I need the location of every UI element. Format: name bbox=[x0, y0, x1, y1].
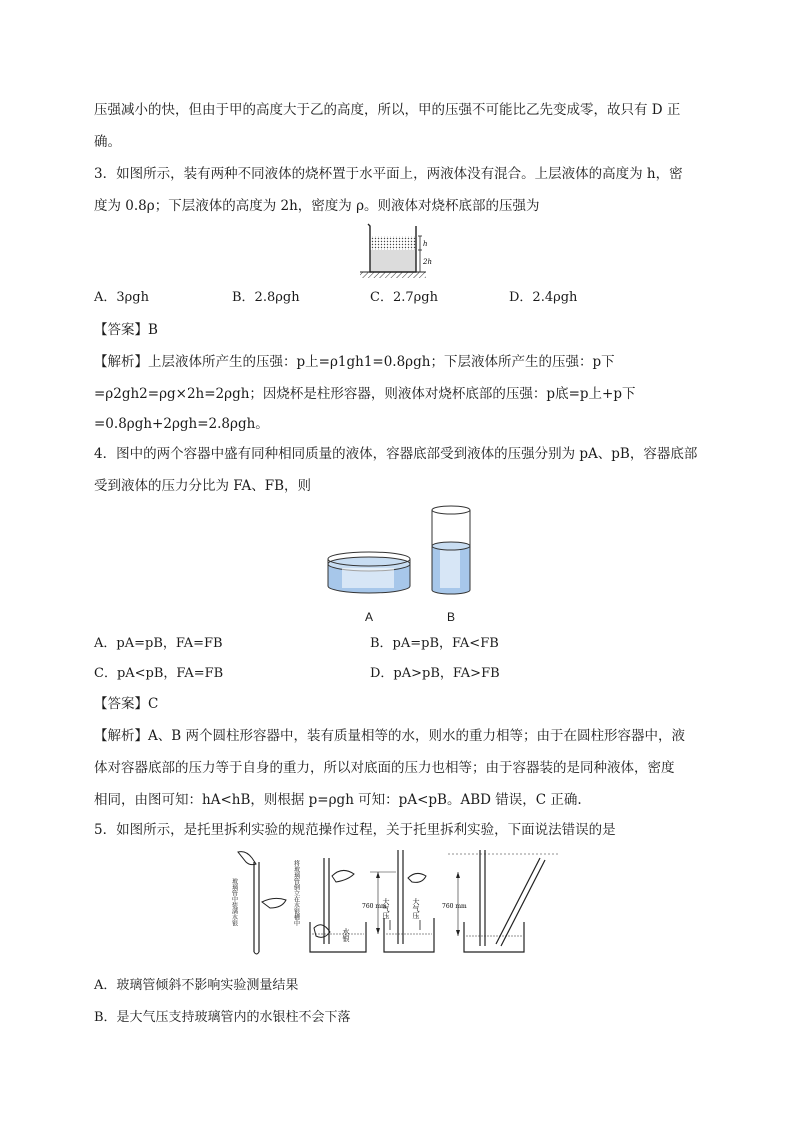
caption-invert: 将玻璃管倒立在水银槽中 bbox=[292, 860, 300, 926]
question-5-stem: 5．如图所示，是托里拆利实验的规范操作过程，关于托里拆利实验，下面说法错误的是 bbox=[94, 822, 616, 838]
explanation-line: =0.8ρgh+2ρgh=2.8ρgh。 bbox=[94, 416, 269, 432]
explanation-line: 相同，由图可知：hA<hB，则根据 p=ρgh 可知：pA<pB。ABD 错误，C 正确. bbox=[94, 792, 582, 808]
explanation-line: 体对容器底部的压力等于自身的重力，所以对底面的压力也相等；由于容器装的是同种液体，密度 bbox=[94, 760, 675, 776]
containers-figure bbox=[322, 502, 482, 598]
question-3-stem: 度为 0.8ρ；下层液体的高度为 2h，密度为 ρ。则液体对烧杯底部的压强为 bbox=[94, 198, 540, 214]
text-line: 确。 bbox=[94, 134, 121, 150]
caption-fill-tube: 玻璃管中装满水银 bbox=[230, 878, 238, 926]
answer-label: 【答案】B bbox=[94, 322, 158, 338]
option-b[interactable]: B．是大气压支持玻璃管内的水银柱不会下落 bbox=[94, 1010, 351, 1025]
height-label-2h: 2h bbox=[423, 258, 432, 266]
label-atmospheric-pressure: 大气压 bbox=[382, 898, 390, 919]
option-a[interactable]: A．3ρgh bbox=[94, 290, 149, 305]
height-label-h: h bbox=[423, 240, 428, 248]
container-label-a: A bbox=[365, 610, 374, 624]
label-760mm: 760 mm bbox=[362, 903, 387, 910]
option-b[interactable]: B．pA=pB，FA<FB bbox=[370, 636, 499, 651]
container-label-b: B bbox=[447, 610, 456, 624]
explanation-line: =ρ2gh2=ρg×2h=2ρgh；因烧杯是柱形容器，则液体对烧杯底部的压强：p底=p上+p下 bbox=[94, 386, 636, 402]
question-3-stem: 3．如图所示，装有两种不同液体的烧杯置于水平面上，两液体没有混合。上层液体的高度为 h，密 bbox=[94, 166, 683, 182]
label-mercury: 水银 bbox=[342, 928, 350, 942]
option-d[interactable]: D．pA>pB，FA>FB bbox=[370, 666, 500, 681]
label-atmospheric-pressure: 大气压 bbox=[412, 898, 420, 919]
question-4-stem: 受到液体的压力分比为 FA、FB，则 bbox=[94, 478, 312, 494]
explanation-line: 【解析】上层液体所产生的压强：p上=ρ1gh1=0.8ρgh；下层液体所产生的压强：p下 bbox=[94, 354, 615, 370]
torricelli-figure bbox=[228, 848, 560, 962]
option-a[interactable]: A．pA=pB，FA=FB bbox=[94, 636, 223, 651]
explanation-line: 【解析】A、B 两个圆柱形容器中，装有质量相等的水，则水的重力相等；由于在圆柱形容器中，液 bbox=[94, 728, 685, 744]
option-d[interactable]: D．2.4ρgh bbox=[509, 290, 578, 305]
label-760mm: 760 mm bbox=[442, 903, 467, 910]
option-a[interactable]: A．玻璃管倾斜不影响实验测量结果 bbox=[94, 978, 299, 993]
beaker-figure bbox=[356, 222, 440, 280]
option-c[interactable]: C．pA<pB，FA=FB bbox=[94, 666, 224, 681]
text-line: 压强减小的快，但由于甲的高度大于乙的高度，所以，甲的压强不可能比乙先变成零，故只有 D 正 bbox=[94, 102, 681, 118]
question-4-stem: 4．图中的两个容器中盛有同种相同质量的液体，容器底部受到液体的压强分别为 pA、pB，容器底部 bbox=[94, 446, 698, 462]
option-c[interactable]: C．2.7ρgh bbox=[370, 290, 438, 305]
option-b[interactable]: B．2.8ρgh bbox=[232, 290, 300, 305]
answer-label: 【答案】C bbox=[94, 696, 159, 712]
